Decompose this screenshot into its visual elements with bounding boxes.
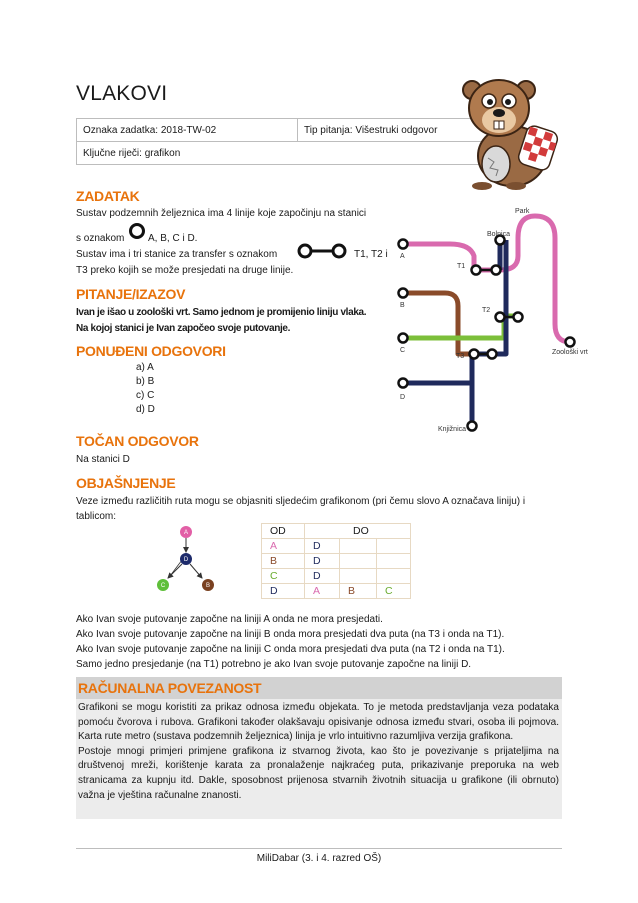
task-line-3-prefix: Sustav ima i tri stanice za transfer s oznakom — [76, 249, 278, 260]
task-line-3-suffix: T1, T2 i — [354, 249, 388, 260]
explanation-line-2: tablicom: — [76, 511, 117, 522]
task-line-4: T3 preko kojih se može presjedati na druge linije. — [76, 265, 294, 276]
connections-table — [261, 523, 411, 599]
answer-option-b: b) B — [136, 376, 155, 387]
explanation-heading: OBJAŠNJENJE — [76, 475, 176, 491]
task-heading: ZADATAK — [76, 188, 140, 204]
answers-heading: PONUĐENI ODGOVORI — [76, 343, 226, 359]
task-code: Oznaka zadatka: 2018-TW-02 — [77, 119, 298, 142]
map-label-t2: T2 — [482, 307, 491, 314]
map-label-zoo: Zoološki vrt — [552, 349, 588, 356]
page-footer: MiliDabar (3. i 4. razred OŠ) — [256, 853, 382, 864]
explanation-p3: Ako Ivan svoje putovanje započne na liniji C onda mora presjedati dva puta (na T2 i onda na T1). — [76, 644, 505, 655]
computing-section — [76, 677, 562, 819]
question-line-2: Na kojoj stanici je Ivan započeo svoje putovanje. — [76, 323, 291, 334]
map-label-d: D — [400, 394, 406, 401]
explanation-line-1: Veze između različitih ruta mogu se objasniti sljedećim grafikonom (pri čemu slovo A označava liniju) i — [76, 496, 526, 507]
computing-header — [76, 677, 562, 699]
keywords: Ključne riječi: grafikon — [77, 142, 521, 165]
task-line-2-prefix: s oznakom — [76, 233, 125, 244]
question-line-1: Ivan je išao u zoološki vrt. Samo jednom je promijenio liniju vlaka. — [76, 307, 367, 318]
map-label-b: B — [400, 302, 405, 309]
table-row: C D — [262, 569, 411, 584]
question-heading: PITANJE/IZAZOV — [76, 286, 186, 302]
svg-text:A: A — [183, 530, 189, 536]
computing-heading: RAČUNALNA POVEZANOST — [78, 680, 262, 696]
question-type: Tip pitanja: Višestruki odgovor — [298, 119, 521, 142]
page-title: VLAKOVI — [76, 82, 168, 105]
map-label-t3: T3 — [456, 353, 465, 360]
correct-heading: TOČAN ODGOVOR — [76, 433, 199, 449]
svg-text:C: C — [160, 583, 166, 589]
map-label-t1: T1 — [457, 263, 466, 270]
connection-graph — [150, 522, 220, 594]
beaver-mascot-icon — [452, 68, 562, 190]
metro-map — [390, 204, 590, 436]
computing-p1: Grafikoni se mogu koristiti za prikaz odnosa između objekata. To je metoda predstavljanja veza podataka pomoću čvorova i rubova. Grafikoni također olakšavaju opisivanje odnosa između stvari, osoba ili pojmova. Karta rute metro (sustava podzemnih željeznica) linija je vrlo intuitivno razumljiva verzija grafikona. — [78, 702, 559, 743]
answer-option-a: a) A — [136, 362, 154, 373]
answer-option-d: d) D — [136, 404, 155, 415]
table-row: A D — [262, 539, 411, 554]
start-station-icon — [128, 222, 146, 240]
table-row: D A B C — [262, 584, 411, 599]
task-line-2-suffix: A, B, C i D. — [148, 233, 198, 244]
transfer-station-icon — [296, 242, 348, 260]
explanation-p4: Samo jedno presjedanje (na T1) potrebno je ako Ivan svoje putovanje započne na liniji D. — [76, 659, 472, 670]
task-line-1: Sustav podzemnih željeznica ima 4 linije koje započinju na stanici — [76, 208, 367, 219]
explanation-p1: Ako Ivan svoje putovanje započne na liniji A onda ne mora presjedati. — [76, 614, 383, 625]
table-header-to: DO — [305, 524, 411, 539]
computing-p2: Postoje mnogi primjeri primjene grafikona iz stvarnog života, kao što je povezivanje s prijateljima na društvenoj mreži, korištenje karata za pronalaženje najkraćeg puta, prikazivanje preporuka na web stranicama za kupnju itd. Dakle, sposobnost prijenosa stvarnih životnih situacija u grafikone (ili obrnuto) važna je vještina računalne znanosti. — [78, 745, 559, 801]
map-label-bolnica: Bolnica — [487, 231, 510, 238]
svg-text:D: D — [183, 557, 189, 563]
svg-text:B: B — [205, 583, 211, 589]
table-header-from: OD — [262, 524, 305, 539]
footer-divider — [76, 848, 562, 849]
answer-options — [136, 361, 155, 417]
answer-option-c: c) C — [136, 390, 155, 401]
explanation-p2: Ako Ivan svoje putovanje započne na liniji B onda mora presjedati dva puta (na T3 i onda na T1). — [76, 629, 505, 640]
map-label-park: Park — [515, 208, 530, 215]
map-label-a: A — [400, 253, 405, 260]
table-row: B D — [262, 554, 411, 569]
map-label-knjiznica: Knjižnica — [438, 426, 467, 433]
map-label-c: C — [400, 347, 406, 354]
correct-text: Na stanici D — [76, 454, 130, 465]
